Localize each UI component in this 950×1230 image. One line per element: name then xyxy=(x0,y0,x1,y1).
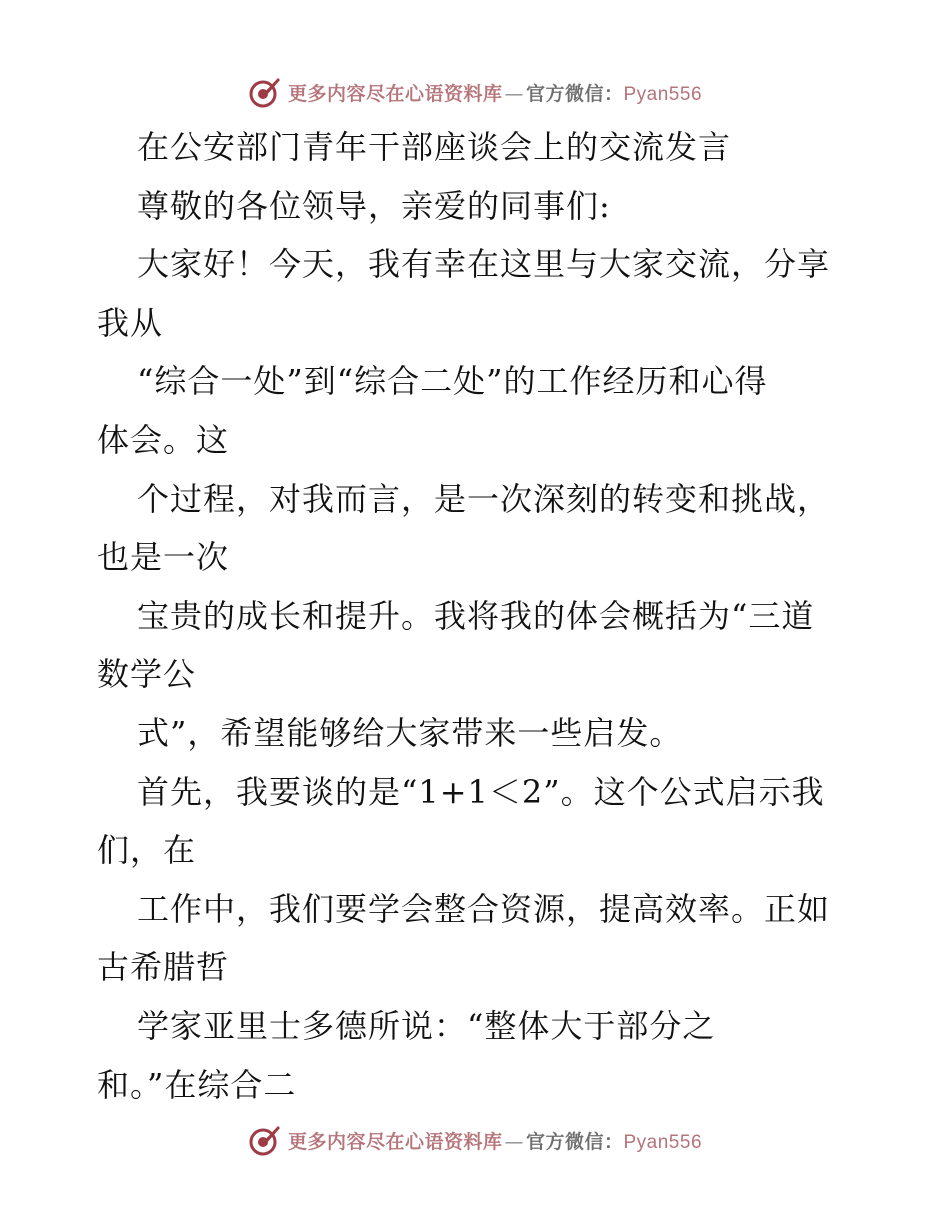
doc-title: 在公安部门青年干部座谈会上的交流发言 xyxy=(137,128,732,166)
quill-logo-icon xyxy=(248,75,282,109)
paragraph-line: 体会。这 xyxy=(97,420,230,459)
banner-text: 更多内容尽在心语资料库 — 官方微信：Pyan556 xyxy=(287,82,703,105)
paragraph-line: 和。”在综合二 xyxy=(97,1065,297,1104)
paragraph-line: 首先，我要谈的是“1+1＜2”。这个公式启示我 xyxy=(137,772,825,811)
paragraph-line: 工作中，我们要学会整合资源，提高效率。正如 xyxy=(137,889,831,928)
footer-banner xyxy=(0,1118,950,1162)
paragraph-line: 大家好！今天，我有幸在这里与大家交流，分享 xyxy=(137,245,831,284)
paragraph-line: 宝贵的成长和提升。我将我的体会概括为“三道 xyxy=(137,596,815,635)
salutation: 尊敬的各位领导，亲爱的同事们: xyxy=(137,186,611,225)
paragraph-line: 古希腊哲 xyxy=(97,948,230,987)
quill-logo-icon xyxy=(248,1123,282,1157)
header-banner xyxy=(0,70,950,114)
document-body xyxy=(97,118,857,1114)
banner-text: 更多内容尽在心语资料库 — 官方微信：Pyan556 xyxy=(287,1130,703,1153)
paragraph-line: “综合一处”到“综合二处”的工作经历和心得 xyxy=(137,362,768,401)
paragraph-line: 式”，希望能够给大家带来一些启发。 xyxy=(137,713,683,752)
paragraph-line: 也是一次 xyxy=(97,538,230,577)
paragraph-line: 数学公 xyxy=(97,655,197,694)
paragraph-line: 学家亚里士多德所说：“整体大于部分之 xyxy=(137,1006,716,1045)
paragraph-line: 们，在 xyxy=(97,831,197,870)
paragraph-line: 我从 xyxy=(97,303,164,342)
paragraph-line: 个过程，对我而言，是一次深刻的转变和挑战， xyxy=(137,479,831,518)
